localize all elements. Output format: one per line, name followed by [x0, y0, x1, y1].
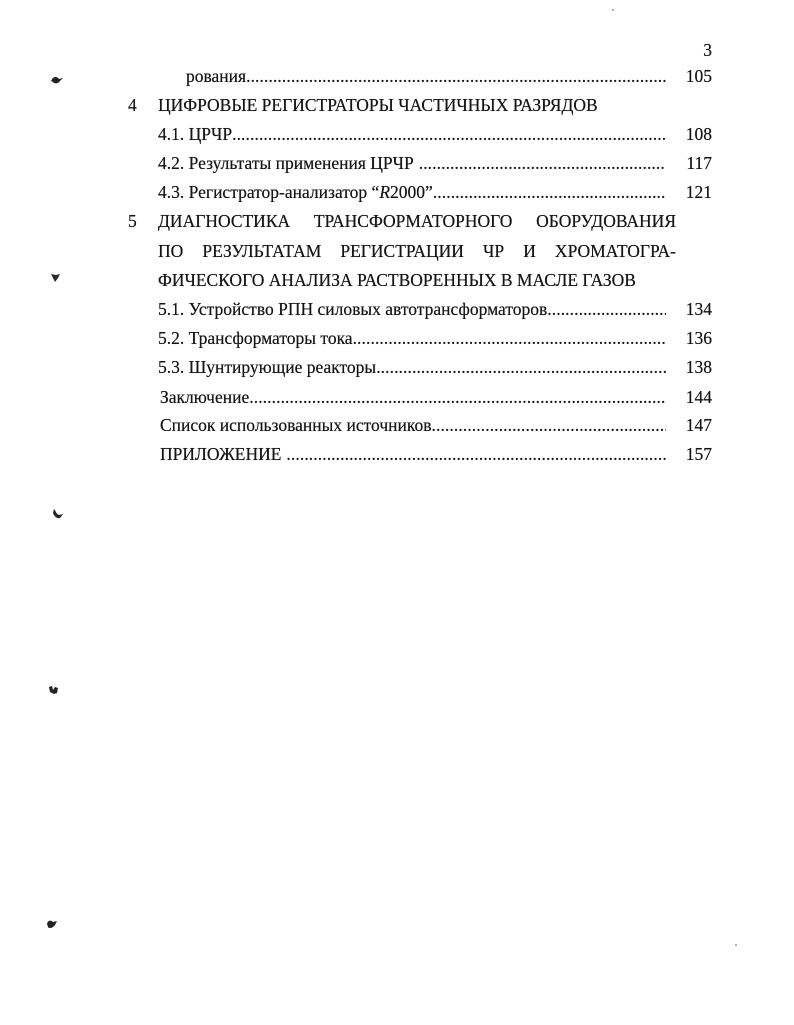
leader-dots — [286, 442, 666, 466]
toc-entry — [186, 64, 712, 88]
toc-entry-page: 138 — [685, 357, 712, 377]
leader-dots — [246, 64, 666, 88]
leader-dots — [547, 297, 666, 321]
leader-dots — [353, 326, 666, 350]
toc-entry-title: Заключение — [160, 387, 250, 407]
toc-entry-title — [158, 180, 433, 204]
margin-scan-mark — [50, 74, 64, 86]
toc-entry — [158, 180, 712, 204]
chapter-title-line: ФИЧЕСКОГО АНАЛИЗА РАСТВОРЕННЫХ В МАСЛЕ ГАЗОВ — [158, 270, 636, 290]
leader-dots — [376, 355, 666, 379]
toc-entry-title: 5.2. Трансформаторы тока — [158, 328, 353, 348]
chapter-number: 5 — [128, 211, 137, 231]
toc-entry-page: 136 — [685, 328, 712, 348]
toc-entry — [158, 326, 712, 350]
toc-entry-title: 4.2. Результаты применения ЦРЧР — [158, 153, 414, 173]
margin-scan-mark — [47, 684, 61, 696]
toc-entry-page: 105 — [685, 66, 712, 86]
toc-entry — [158, 297, 712, 321]
toc-entry-title: рования — [186, 66, 247, 86]
leader-dots — [433, 180, 666, 204]
toc-entry-title-italic: R — [379, 182, 391, 202]
scan-speck — [612, 9, 614, 11]
toc-entry-title: 5.1. Устройство РПН силовых автотрансформаторов — [158, 299, 548, 319]
toc-entry — [158, 151, 712, 175]
chapter-title-line: ПО РЕЗУЛЬТАТАМ РЕГИСТРАЦИИ ЧР И ХРОМАТОГРА- — [158, 241, 676, 261]
toc-entry-page: 108 — [685, 124, 712, 144]
margin-scan-mark — [51, 508, 65, 520]
toc-entry-page: 121 — [685, 182, 712, 202]
toc-entry-page: 147 — [685, 415, 712, 435]
scan-speck — [735, 944, 737, 946]
toc-entry-title: ПРИЛОЖЕНИЕ — [160, 444, 282, 464]
leader-dots — [432, 413, 666, 437]
toc-entry-title-part: 4.3. Регистратор-анализатор “ — [158, 182, 380, 202]
toc-entry-title: 4.1. ЦРЧР — [158, 124, 233, 144]
leader-dots — [419, 151, 666, 175]
leader-dots — [232, 122, 666, 146]
chapter-title-line: ДИАГНОСТИКА ТРАНСФОРМАТОРНОГО ОБОРУДОВАНИЯ — [158, 211, 676, 231]
chapter-number: 4 — [128, 95, 137, 115]
toc-entry — [160, 442, 712, 466]
toc-entry-title: Список использованных источников — [160, 415, 432, 435]
toc-entry-title-part: 2000” — [390, 182, 433, 202]
toc-entry — [160, 413, 712, 437]
leader-dots — [249, 385, 666, 409]
toc-entry-page: 117 — [686, 153, 712, 173]
margin-scan-mark — [49, 272, 63, 284]
toc-entry-page: 144 — [685, 387, 712, 407]
toc-entry-title: 5.3. Шунтирующие реакторы — [158, 357, 377, 377]
margin-scan-mark — [45, 918, 59, 930]
toc-entry — [158, 122, 712, 146]
toc-entry — [160, 385, 712, 409]
toc-entry — [158, 355, 712, 379]
chapter-title: ЦИФРОВЫЕ РЕГИСТРАТОРЫ ЧАСТИЧНЫХ РАЗРЯДОВ — [158, 95, 598, 115]
page-number: 3 — [703, 40, 712, 60]
toc-entry-page: 134 — [685, 299, 712, 319]
toc-entry-page: 157 — [685, 444, 712, 464]
